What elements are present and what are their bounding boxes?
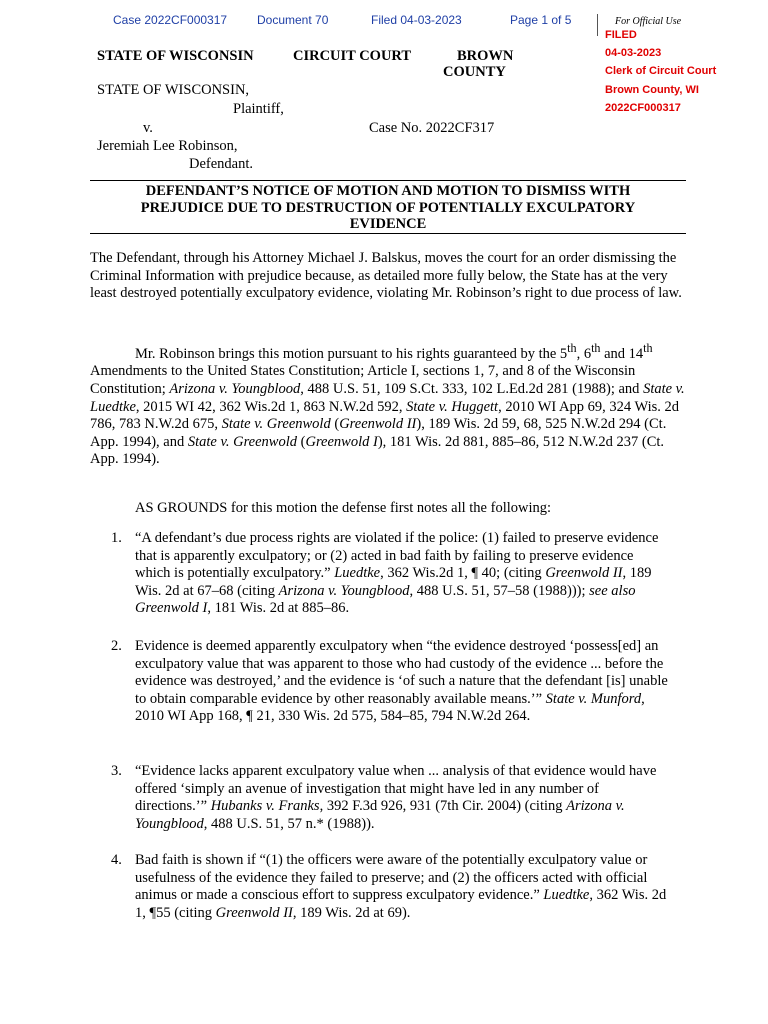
header-case: Case 2022CF000317: [113, 13, 228, 27]
authority-paragraph: [90, 340, 686, 469]
stamp-clerk: Clerk of Circuit Court: [605, 65, 717, 78]
stamp-filed: FILED: [605, 29, 637, 41]
title-line-1: DEFENDANT’S NOTICE OF MOTION AND MOTION TO DISMISS WITH: [145, 183, 631, 199]
title-rule-bottom: [90, 233, 686, 234]
motion-title: [90, 183, 686, 233]
grounds-paragraph: [135, 500, 695, 518]
header-filed: Filed 04-03-2023: [371, 13, 462, 27]
intro-paragraph: [90, 250, 686, 303]
court-state: STATE OF WISCONSIN: [97, 48, 254, 64]
list-item: 4. Bad faith is shown if “(1) the officers were aware of the potentially exculpatory value or usefulness of the evidence they failed to preserve; and (2) the officers acted with official animus or made a conscious effort to suppress exculpatory evidence.” Luedtke, 362 Wis. 2d 1, ¶55 (citing Greenwold II, 189 Wis. 2d at 69).: [111, 852, 667, 921]
list-number: 1.: [111, 530, 122, 546]
stamp-date: 04-03-2023: [605, 47, 662, 60]
court-name: CIRCUIT COURT: [293, 48, 412, 64]
case-number: Case No. 2022CF317: [369, 120, 495, 136]
list-number: 4.: [111, 852, 122, 868]
versus: v.: [143, 120, 153, 136]
paragraph-2: Mr. Robinson brings this motion pursuant to his rights guaranteed by the 5th, 6th and 14th Amendments to the United States Constitution; Article I, sections 1, 7, and 8 of the Wisconsin Constitution; Arizona v. Youngblood, 488 U.S. 51, 109 S.Ct. 333, 102 L.Ed.2d 281 (1988); and State v. Luedtke, 2015 WI 42, 362 Wis.2d 1, 863 N.W.2d 592, State v. Huggett, 2010 WI App 69, 324 Wis. 2d 786, 783 N.W.2d 675, State v. Greenwold (Greenwold II), 189 Wis. 2d 59, 68, 525 N.W.2d 294 (Ct. App. 1994), and State v. Greenwold (Greenwold I), 181 Wis. 2d 881, 885–86, 512 N.W.2d 237 (Ct. App. 1994).: [90, 341, 685, 468]
list-number: 2.: [111, 638, 122, 654]
list-number: 3.: [111, 763, 122, 779]
defendant-role: Defendant.: [189, 156, 254, 172]
plaintiff-role: Plaintiff,: [233, 101, 284, 117]
list-item: 3. “Evidence lacks apparent exculpatory value when ... analysis of that evidence would have offered ‘simply an avenue of investigation that might have led in any number of directions.’” Hubanks v. Franks, 392 F.3d 926, 931 (7th Cir. 2004) (citing Arizona v. Youngblood, 488 U.S. 51, 57 n.* (1988)).: [111, 763, 657, 832]
court-county-line1: BROWN: [457, 48, 514, 64]
plaintiff-name: STATE OF WISCONSIN,: [97, 82, 250, 98]
official-use-label: For Official Use: [615, 16, 682, 27]
title-line-3: EVIDENCE: [349, 216, 427, 232]
header-page: Page 1 of 5: [510, 13, 572, 27]
stamp-case-number: 2022CF000317: [605, 101, 681, 114]
defendant-name: Jeremiah Lee Robinson,: [97, 138, 238, 154]
stamp-county: Brown County, WI: [605, 83, 699, 96]
grounds-text: AS GROUNDS for this motion the defense first notes all the following:: [135, 500, 552, 516]
title-line-2: PREJUDICE DUE TO DESTRUCTION OF POTENTIALLY EXCULPATORY: [140, 199, 636, 216]
list-item: 2. Evidence is deemed apparently exculpatory when “the evidence destroyed ‘possess[ed] an exculpatory value that was apparent to those who had custody of the evidence ... before the evidence was destroyed,’ and the evidence is ‘of such a nature that the defendant [is] unable to obtain comparable evidence by other reasonably available means.’” State v. Munford, 2010 WI App 168, ¶ 21, 330 Wis. 2d 575, 584–85, 794 N.W.2d 264.: [111, 638, 668, 725]
header-divider: [597, 14, 598, 36]
paragraph-1: The Defendant, through his Attorney Michael J. Balskus, moves the court for an order dismissing the Criminal Information with prejudice because, as detailed more fully below, the State has at the very least destroyed potentially exculpatory evidence, violating Mr. Robinson’s right to due process of law.: [90, 250, 682, 302]
list-item: 1. “A defendant’s due process rights are violated if the police: (1) failed to preserve evidence that is apparently exculpatory; or (2) acted in bad faith by failing to preserve evidence which is potentially exculpatory.” Luedtke, 362 Wis.2d 1, ¶ 40; (citing Greenwold II, 189 Wis. 2d at 67–68 (citing Arizona v. Youngblood, 488 U.S. 51, 57–58 (1988))); see also Greenwold I, 181 Wis. 2d at 885–86.: [111, 530, 659, 617]
title-rule-top: [90, 180, 686, 181]
header-document: Document 70: [257, 13, 329, 27]
court-county-line2: COUNTY: [443, 64, 506, 80]
